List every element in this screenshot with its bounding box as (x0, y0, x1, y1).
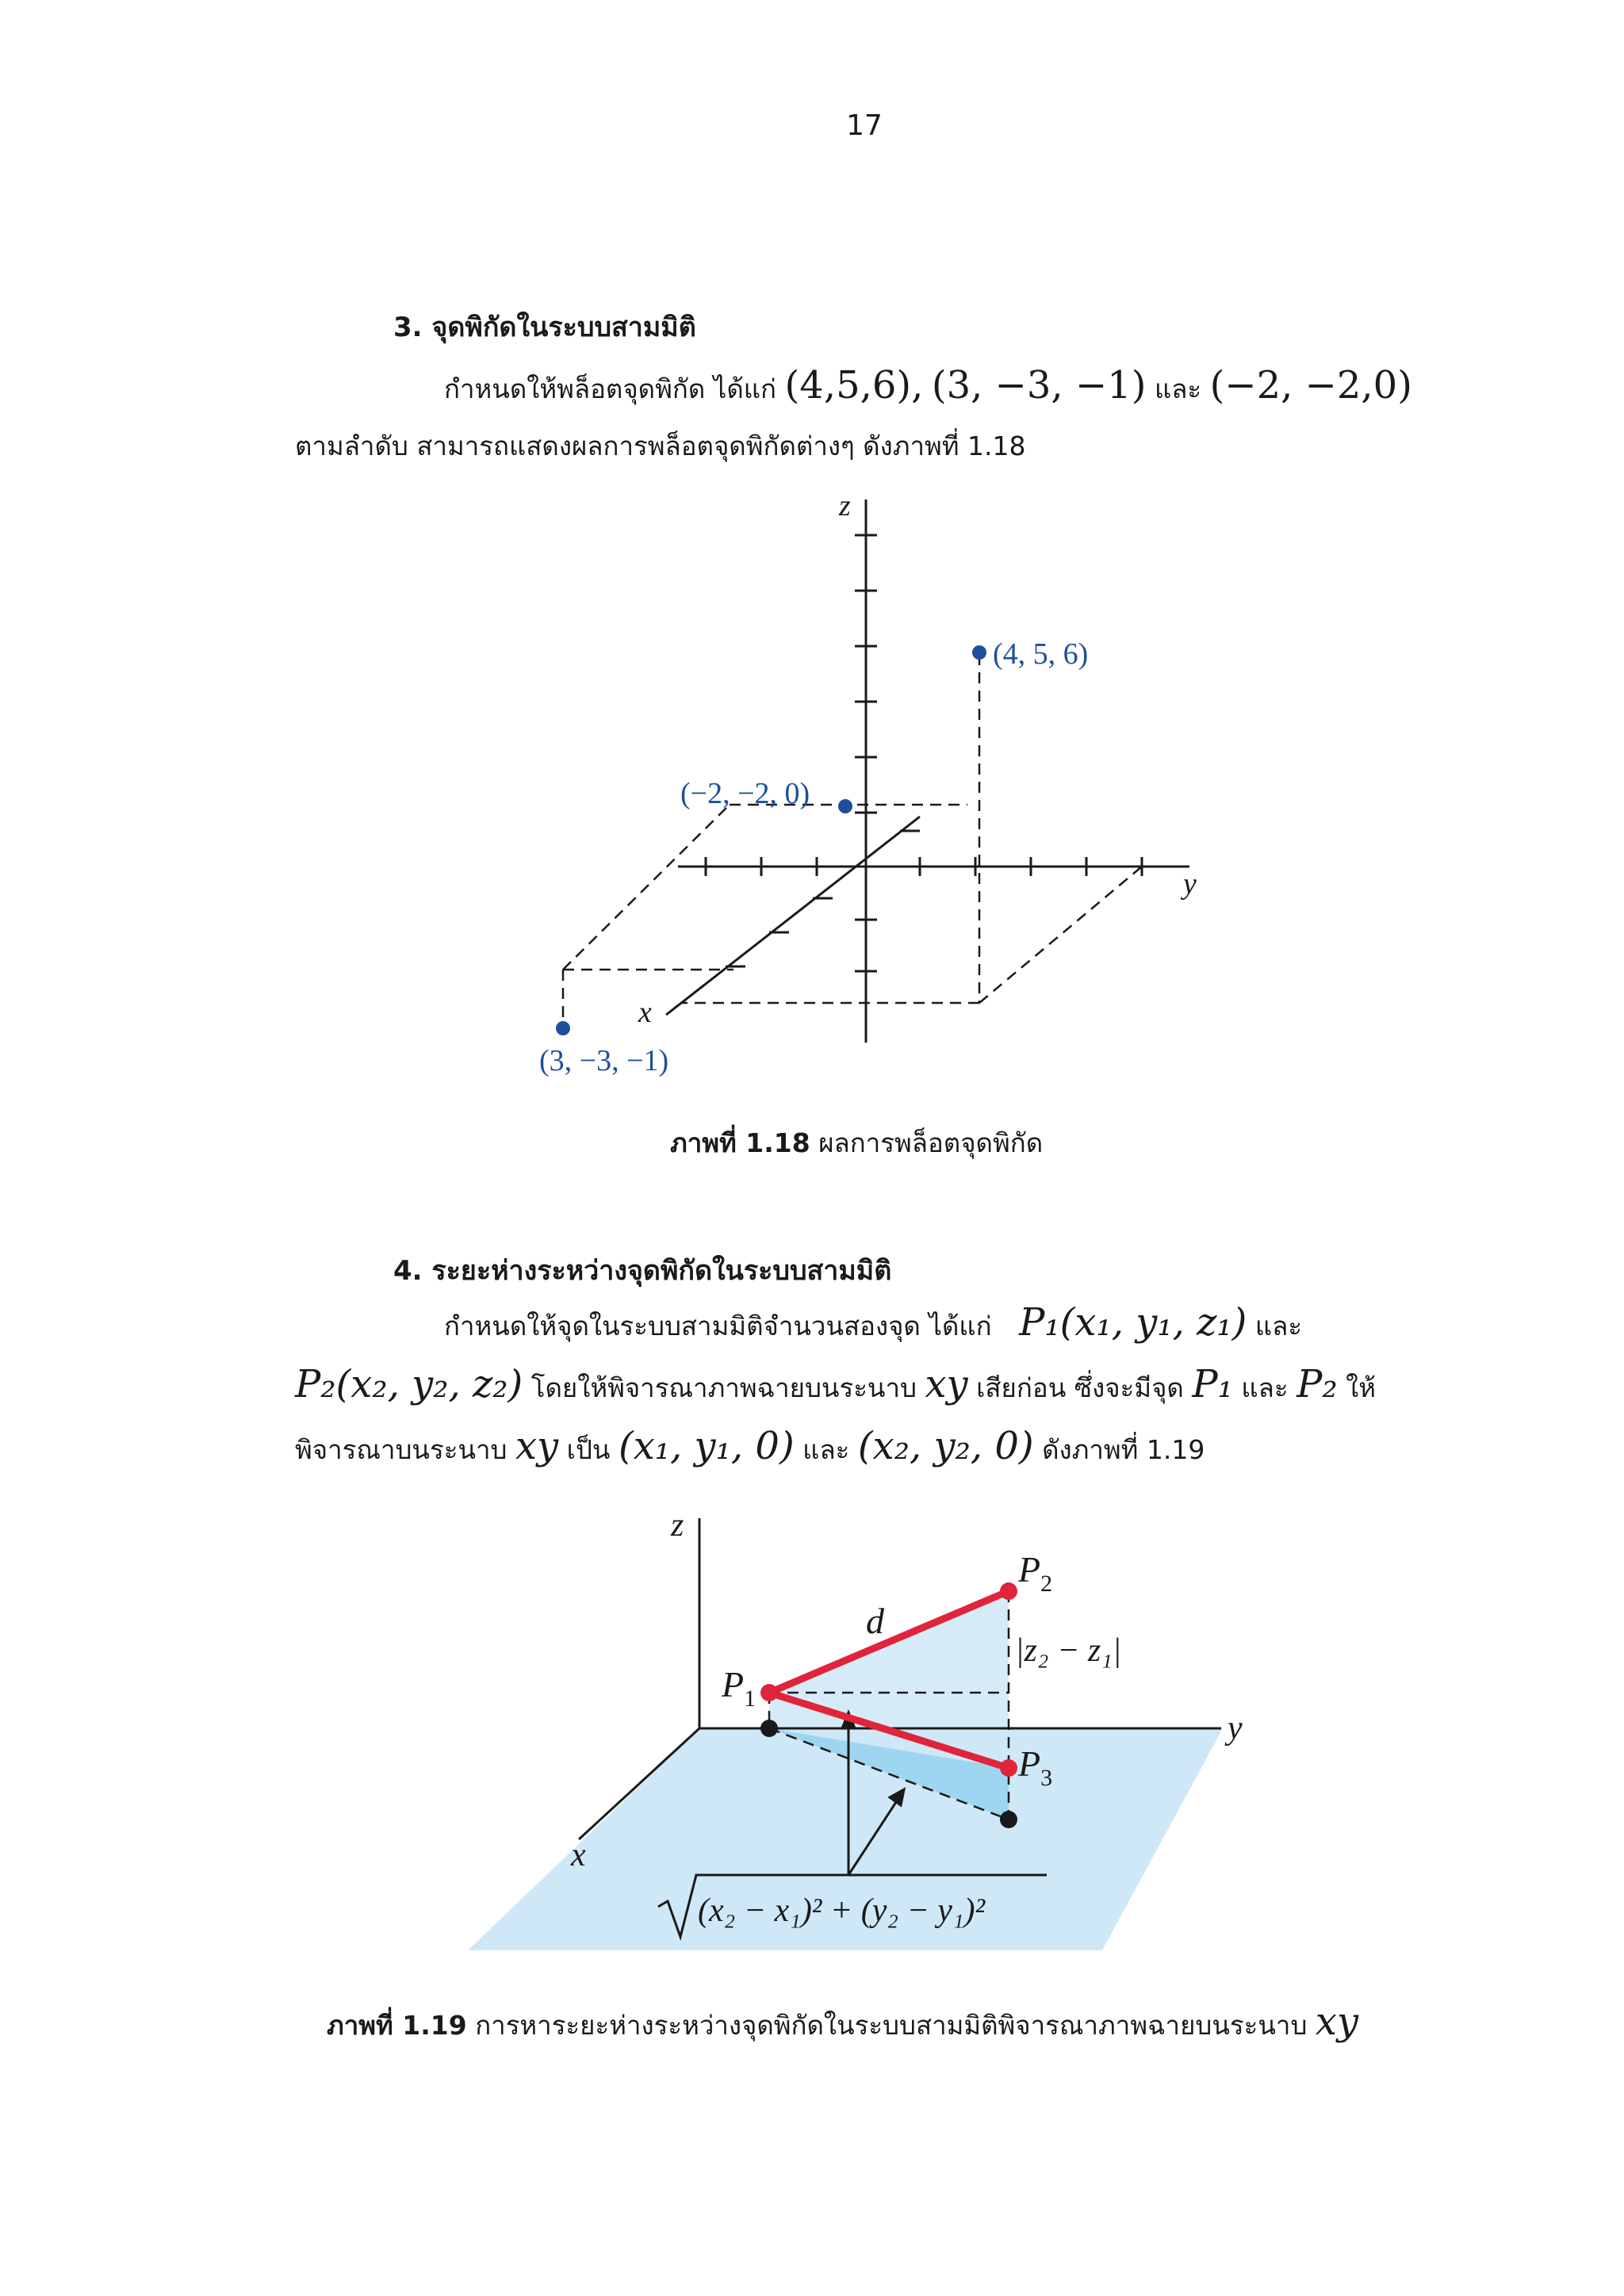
line-2-a: โดยให้พิจารณาภาพฉายบนระนาบ (530, 1372, 917, 1403)
section-3-line-2: ตามลำดับ สามารถแสดงผลการพล็อตจุดพิกัดต่างๆ ดังภาพที่ 1.18 (295, 430, 1026, 461)
proj-1: (x₁, y₁, 0) (618, 1424, 795, 1468)
section-4-heading: 4. ระยะห่างระหว่างจุดพิกัดในระบบสามมิติ (393, 1255, 892, 1287)
p2-full: P₂(x₂, y₂, z₂) (295, 1362, 523, 1406)
label-dz: |z₂ − z₁| (1015, 1632, 1122, 1669)
xy-1: xy (925, 1362, 968, 1406)
and-word: และ (1154, 373, 1202, 404)
and-word-4: และ (1254, 1311, 1303, 1341)
section-4-line-2 (295, 1362, 1376, 1409)
label-formula: (x₂ − x₁)² + (y₂ − y₁)² (698, 1892, 986, 1929)
z-axis-label: z (839, 489, 851, 522)
section-4-line-1-text: กำหนดให้จุดในระบบสามมิติจำนวนสองจุด ได้แก่ (444, 1311, 992, 1341)
label-p1: $P_1$ (722, 1664, 756, 1712)
page-number: 17 (846, 109, 883, 142)
label-p2: $P_2$ (1018, 1549, 1053, 1597)
point-a: (4,5,6), (784, 363, 924, 408)
x-axis (666, 817, 920, 1015)
point-3-neg3-neg1 (556, 1021, 570, 1035)
figure-1-19-caption-text: การหาระยะห่างระหว่างจุดพิกัดในระบบสามมิติพิจารณาภาพฉายบนระนาบ (466, 2010, 1308, 2041)
line-3-b: เป็น (566, 1434, 611, 1465)
point-p2 (1000, 1582, 1017, 1600)
point-c: (−2, −2,0) (1209, 363, 1412, 408)
point-neg2-neg2-0 (838, 799, 852, 813)
point-4-5-6 (972, 645, 986, 660)
figure-1-19-caption-xy: xy (1315, 1999, 1359, 2044)
figure-1-18-caption-text: ผลการพล็อตจุดพิกัด (810, 1127, 1044, 1158)
figure-1-18-3d-plot (508, 488, 1221, 1090)
line-3-c: ดังภาพที่ 1.19 (1042, 1434, 1205, 1465)
p1: P₁ (1192, 1362, 1233, 1406)
y-axis-label-2: y (1228, 1710, 1243, 1747)
label-d: d (866, 1601, 884, 1641)
y-axis-label: y (1183, 867, 1197, 901)
p1-full: P₁(x₁, y₁, z₁) (1019, 1300, 1247, 1345)
figure-1-18-caption (670, 1122, 1043, 1164)
projection-lines (563, 654, 1142, 1019)
line-2-b: เสียก่อน ซึ่งจะมีจุด (976, 1372, 1184, 1403)
figure-1-19-caption (327, 1999, 1358, 2046)
section-4-line-3 (295, 1424, 1205, 1471)
figure-1-18-caption-label: ภาพที่ 1.18 (670, 1127, 810, 1158)
point-b: (3, −3, −1) (931, 363, 1147, 408)
label-3-neg3-neg1: (3, −3, −1) (539, 1044, 669, 1077)
section-4-line-1 (444, 1300, 1302, 1347)
xy-2: xy (515, 1424, 559, 1468)
and-word-6: และ (802, 1434, 850, 1465)
figure-1-19-caption-label: ภาพที่ 1.19 (327, 2010, 467, 2041)
point-p1 (760, 1684, 778, 1701)
label-neg2-neg2-0: (−2, −2, 0) (680, 777, 810, 810)
z-axis-label-2: z (671, 1507, 684, 1544)
label-p3: $P_3$ (1018, 1743, 1053, 1791)
figure-1-19-distance-diagram (460, 1502, 1253, 1962)
line-3-a: พิจารณาบนระนาบ (295, 1434, 508, 1465)
proj-2: (x₂, y₂, 0) (857, 1424, 1034, 1468)
point-p3 (1000, 1759, 1017, 1777)
p2: P₂ (1297, 1362, 1338, 1406)
point-proj-p2 (1000, 1811, 1017, 1828)
section-3-heading: 3. จุดพิกัดในระบบสามมิติ (393, 312, 696, 343)
x-axis-label-2: x (571, 1837, 586, 1873)
and-word-5: และ (1241, 1372, 1289, 1403)
section-3-line-1-text: กำหนดให้พล็อตจุดพิกัด ได้แก่ (444, 373, 777, 404)
label-4-5-6: (4, 5, 6) (993, 637, 1089, 671)
section-3-line-1 (444, 363, 1412, 410)
line-2-c: ให้ (1346, 1372, 1377, 1403)
x-axis-label: x (638, 996, 652, 1029)
point-proj-p1 (760, 1720, 778, 1737)
